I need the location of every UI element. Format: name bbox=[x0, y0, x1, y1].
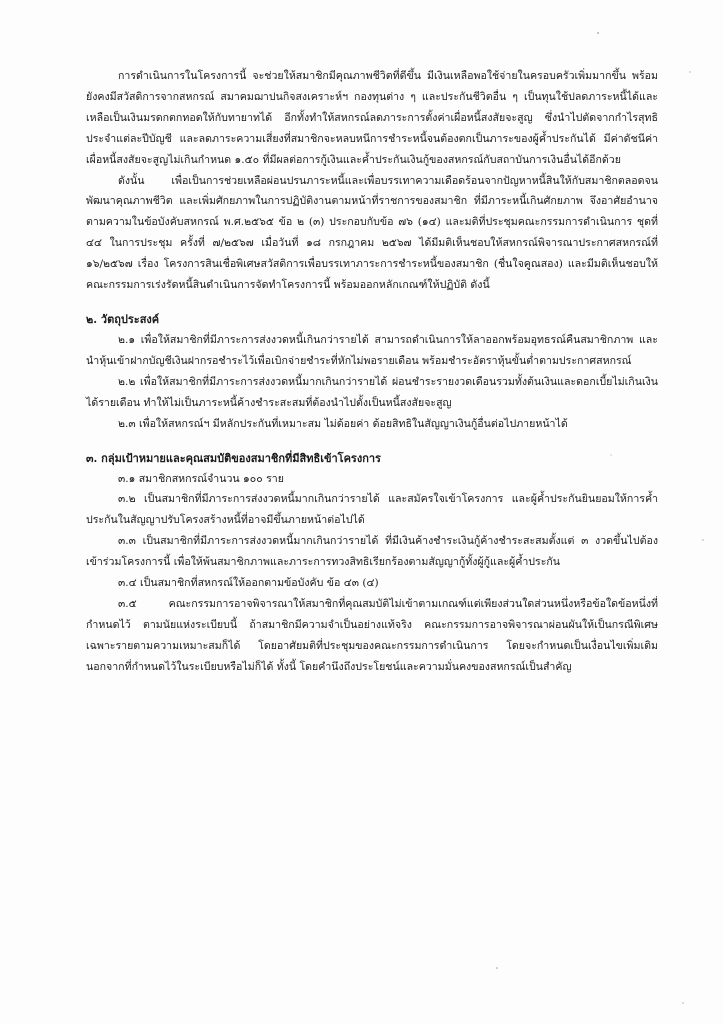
objective-item-1: ๒.๑ เพื่อให้สมาชิกที่มีภาระการส่งงวดหนี้เกินกว่ารายได้ สามารถดำเนินการให้ลาออกพร้อมอุทธรณ์คืนสมาชิกภาพ และนำหุ้นเข้าฝากบัญชีเงินฝากรอชำระไว้เพื่อเบิกจ่ายชำระที่หักไม่พอรายเดือน พร้อมชำระอัตราหุ้นขั้นต่ำตามประกาศสหกรณ์ bbox=[86, 333, 658, 367]
eligibility-item-5: ๓.๕ คณะกรรมการอาจพิจารณาให้สมาชิกที่คุณสมบัติไม่เข้าตามเกณฑ์แต่เพียงส่วนใดส่วนหนึ่งหรือข้อใดข้อหนึ่งที่กำหนดไว้ ตามนัยแห่งระเบียบนี้ ถ้าสมาชิกมีความจำเป็นอย่างแท้จริง คณะกรรมการอาจพิจารณาผ่อนผันให้เป็นกรณีพิเศษเฉพาะรายตามความเหมาะสมก็ได้ โดยอาศัยมติที่ประชุมของคณะกรรมการดำเนินการ โดยจะกำหนดเป็นเงื่อนไขเพิ่มเติมนอกจากที่กำหนดไว้ในระเบียบหรือไม่ก็ได้ ทั้งนี้ โดยคำนึงถึงประโยชน์และความมั่นคงของสหกรณ์เป็นสำคัญ bbox=[86, 597, 658, 673]
intro-paragraph-2: ดังนั้น เพื่อเป็นการช่วยเหลือผ่อนปรนภาระหนี้และเพื่อบรรเทาความเดือดร้อนจากปัญหาหนี้สินให้กับสมาชิกตลอดจนพัฒนาคุณภาพชีวิต และเพิ่มศักยภาพในการปฏิบัติงานตามหน้าที่ราชการของสมาชิก ที่มีภาระหนี้เกินศักยภาพ จึงอาศัยอำนาจตามความในข้อบังคับสหกรณ์ พ.ศ.๒๕๖๕ ข้อ ๒ (๓) ประกอบกับข้อ ๗๖ (๑๔) และมติที่ประชุมคณะกรรมการดำเนินการ ชุดที่ ๔๔ ในการประชุม ครั้งที่ ๗/๒๕๖๗ เมื่อวันที่ ๑๘ กรกฎาคม ๒๕๖๗ ได้มีมติเห็นชอบให้สหกรณ์พิจารณาประกาศสหกรณ์ที่ ๑๖/๒๕๖๗ เรื่อง โครงการสินเชื่อพิเศษสวัสดิการเพื่อบรรเทาภาระการชำระหนี้ของสมาชิก (ชื่นใจคูณสอง) และมีมติเห็นชอบให้คณะกรรมการเร่งรัดหนี้สินดำเนินการจัดทำโครงการนี้ พร้อมออกหลักเกณฑ์ให้ปฏิบัติ ดังนี้ bbox=[86, 174, 658, 292]
objective-item-3: ๒.๓ เพื่อให้สหกรณ์ฯ มีหลักประกันที่เหมาะสม ไม่ด้อยค่า ด้อยสิทธิในสัญญาเงินกู้อื่นต่อไปภายหน้าได้ bbox=[118, 417, 568, 430]
eligibility-item-4: ๓.๔ เป็นสมาชิกที่สหกรณ์ให้ออกตามข้อบังคับ ข้อ ๔๓ (๔) bbox=[118, 577, 379, 590]
section-2-heading: ๒. วัตถุประสงค์ bbox=[86, 312, 160, 326]
intro-paragraph-1: การดำเนินการในโครงการนี้ จะช่วยให้สมาชิกมีคุณภาพชีวิตที่ดีขึ้น มีเงินเหลือพอใช้จ่ายในครอบครัวเพิ่มมากขึ้น พร้อมยังคงมีสวัสดิการจากสหกรณ์ สมาคมฌาปนกิจสงเคราะห์ฯ กองทุนต่าง ๆ และประกันชีวิตอื่น ๆ เป็นทุนใช้ปลดภาระหนี้ได้และเหลือเป็นเงินมรดกตกทอดให้กับทายาทได้ อีกทั้งทำให้สหกรณ์ลดภาระการตั้งค่าเผื่อหนี้สงสัยจะสูญ ซึ่งนำไปตัดจากกำไรสุทธิประจำแต่ละปีบัญชี และลดภาระความเสี่ยงที่สมาชิกจะหลบหนีการชำระหนี้จนต้องตกเป็นภาระของผู้ค้ำประกันได้ มีค่าดัชนีค่าเผื่อหนี้สงสัยจะสูญไม่เกินกำหนด ๑.๕๐ ที่มีผลต่อการกู้เงินและค้ำประกันเงินกู้ของสหกรณ์กับสถาบันการเงินอื่นได้อีกด้วย bbox=[86, 70, 658, 166]
document-body bbox=[86, 66, 658, 678]
eligibility-item-3: ๓.๓ เป็นสมาชิกที่มีภาระการส่งงวดหนี้มากเกินกว่ารายได้ ที่มีเงินค้างชำระเงินกู้ค้างชำระสะสมตั้งแต่ ๓ งวดขึ้นไปต้องเข้าร่วมโครงการนี้ เพื่อให้พ้นสมาชิกภาพและภาระการทวงสิทธิเรียกร้องตามสัญญากู้ทั้งผู้กู้และผู้ค้ำประกัน bbox=[86, 535, 658, 569]
objective-item-2: ๒.๒ เพื่อให้สมาชิกที่มีภาระการส่งงวดหนี้มากเกินกว่ารายได้ ผ่อนชำระรายงวดเดือนรวมทั้งต้นเงินและดอกเบี้ยไม่เกินเงินได้รายเดือน ทำให้ไม่เป็นภาระหนี้ค้างชำระสะสมที่ต้องนำไปตั้งเป็นหนี้สงสัยจะสูญ bbox=[86, 375, 658, 409]
section-3-heading: ๓. กลุ่มเป้าหมายและคุณสมบัติของสมาชิกที่มีสิทธิเข้าโครงการ bbox=[86, 451, 381, 465]
eligibility-item-1: ๓.๑ สมาชิกสหกรณ์จำนวน ๑๐๐ ราย bbox=[118, 472, 284, 485]
eligibility-item-2: ๓.๒ เป็นสมาชิกที่มีภาระการส่งงวดหนี้มากเกินกว่ารายได้ และสมัครใจเข้าโครงการ และผู้ค้ำประกันยินยอมให้การค้ำประกันในสัญญาปรับโครงสร้างหนี้ที่อาจมีขึ้นภายหน้าต่อไปได้ bbox=[86, 493, 658, 527]
